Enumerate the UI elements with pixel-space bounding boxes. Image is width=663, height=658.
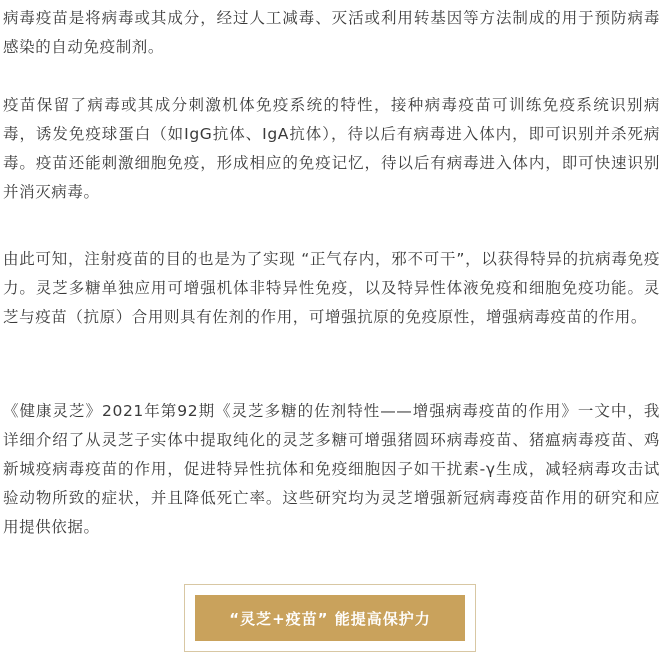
section-heading-text: “灵芝+疫苗” 能提高保护力: [229, 609, 431, 628]
paragraph-lingzhi-adjuvant-study: 《健康灵芝》2021年第92期《灵芝多糖的佐剂特性——增强病毒疫苗的作用》一文中，我详细介绍了从灵芝子实体中提取纯化的灵芝多糖可增强猪圆环病毒疫苗、猪瘟病毒疫苗、鸡新城疫病毒疫苗的作用，促进特异性抗体和免疫细胞因子如干扰素-γ生成，减轻病毒攻击试验动物所致的症状，并且降低死亡率。这些研究均为灵芝增强新冠病毒疫苗作用的研究和应用提供依据。: [3, 402, 660, 536]
paragraph-vaccine-mechanism: 疫苗保留了病毒或其成分刺激机体免疫系统的特性，接种病毒疫苗可训练免疫系统识别病毒，诱发免疫球蛋白（如IgG抗体、IgA抗体），待以后有病毒进入体内，即可识别并杀死病毒。疫苗还能刺激细胞免疫，形成相应的免疫记忆，待以后有病毒进入体内，即可快速识别并消灭病毒。: [3, 96, 660, 201]
section-heading-plate: [195, 595, 465, 641]
section-heading-banner: [184, 584, 476, 652]
paragraph-lingzhi-immunity: 由此可知，注射疫苗的目的也是为了实现 “正气存内，邪不可干”，以获得特异的抗病毒免疫力。灵芝多糖单独应用可增强机体非特异性免疫，以及特异性体液免疫和细胞免疫功能。灵芝与疫苗（抗原）合用则具有佐剂的作用，可增强抗原的免疫原性，增强病毒疫苗的作用。: [3, 250, 660, 326]
paragraph-vaccine-definition: 病毒疫苗是将病毒或其成分，经过人工减毒、灭活或利用转基因等方法制成的用于预防病毒感染的自动免疫制剂。: [3, 9, 660, 56]
